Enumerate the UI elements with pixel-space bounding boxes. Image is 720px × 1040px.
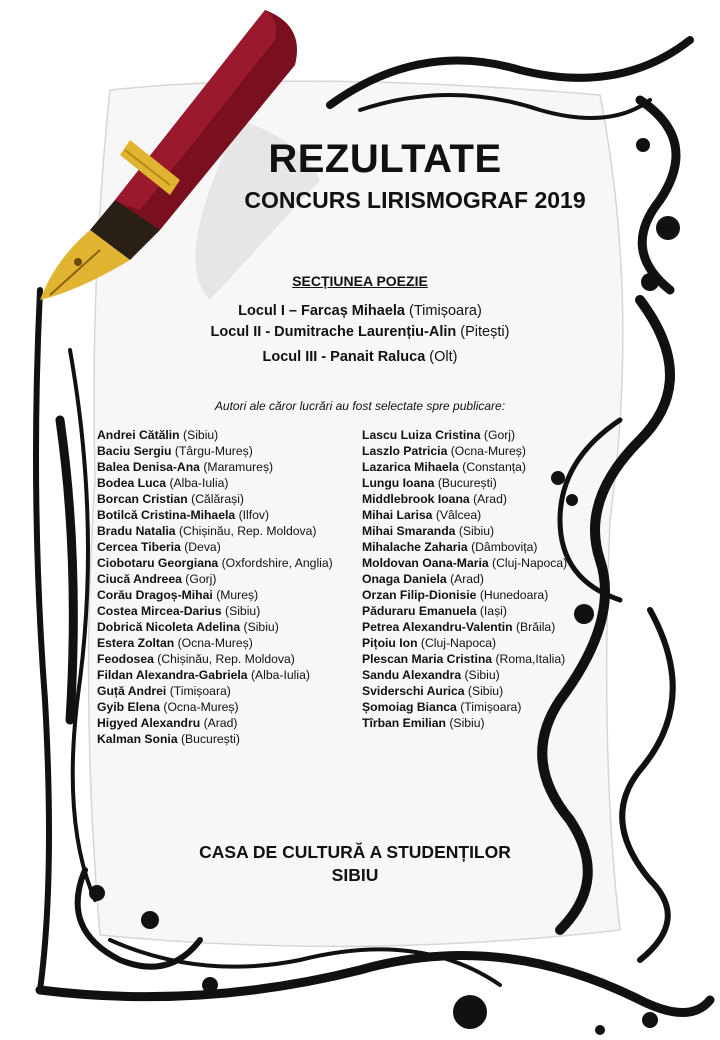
author-name: Bradu Natalia: [97, 524, 176, 538]
author-location: (Sibiu): [183, 428, 219, 442]
list-item: [362, 603, 602, 619]
author-name: Fildan Alexandra-Gabriela: [97, 668, 248, 682]
list-item: [97, 555, 367, 571]
winner-name: Locul III - Panait Raluca: [262, 349, 426, 365]
author-name: Onaga Daniela: [362, 572, 447, 586]
author-location: (Gorj): [185, 572, 217, 586]
list-item: [362, 667, 602, 683]
author-location: (Dâmbovița): [471, 540, 538, 554]
author-location: (Sibiu): [225, 604, 261, 618]
list-item: [362, 555, 602, 571]
author-location: (Gorj): [483, 428, 516, 442]
winner-first-place: [150, 303, 570, 319]
author-name: Plescan Maria Cristina: [362, 652, 493, 666]
list-item: [97, 651, 367, 667]
author-location: (Timișoara): [460, 700, 522, 714]
author-name: Bodea Luca: [97, 476, 167, 490]
author-name: Laszlo Patricia: [362, 444, 448, 458]
author-location: (Maramureș): [203, 460, 274, 474]
author-name: Orzan Filip-Dionisie: [362, 588, 477, 602]
author-location: (București): [437, 476, 497, 490]
selected-authors-left-column: [97, 427, 367, 747]
list-item: [97, 667, 367, 683]
selected-authors-right-column: [362, 427, 602, 731]
author-location: (Arad): [450, 572, 484, 586]
author-location: (Deva): [184, 540, 221, 554]
author-name: Corău Dragoș-Mihai: [97, 588, 213, 602]
list-item: [362, 539, 602, 555]
author-name: Andrei Cătălin: [97, 428, 180, 442]
winner-name: Locul I – Farcaș Mihaela: [238, 303, 405, 319]
list-item: [362, 427, 602, 443]
list-item: [97, 603, 367, 619]
list-item: [362, 619, 602, 635]
author-location: (Cluj-Napoca): [420, 636, 497, 650]
author-location: (București): [180, 732, 240, 746]
author-name: Baciu Sergiu: [97, 444, 172, 458]
author-location: (Sibiu): [467, 684, 504, 698]
author-name: Mihai Larisa: [362, 508, 433, 522]
author-name: Sandu Alexandra: [362, 668, 462, 682]
author-name: Mihai Smaranda: [362, 524, 456, 538]
list-item: [97, 683, 367, 699]
author-name: Ciucă Andreea: [97, 572, 182, 586]
author-location: (Timișoara): [169, 684, 231, 698]
author-name: Lungu Ioana: [362, 476, 435, 490]
author-location: (Călărași): [191, 492, 244, 506]
list-item: [362, 443, 602, 459]
list-item: [97, 699, 367, 715]
page-title: REZULTATE: [268, 137, 502, 181]
author-name: Borcan Cristian: [97, 492, 188, 506]
author-location: (Arad): [203, 716, 238, 730]
author-location: (Roma,Italia): [495, 652, 566, 666]
list-item: [97, 731, 367, 747]
author-name: Dobrică Nicoleta Adelina: [97, 620, 241, 634]
author-location: (Sibiu): [458, 524, 495, 538]
author-location: (Vâlcea): [435, 508, 482, 522]
author-name: Kalman Sonia: [97, 732, 178, 746]
winner-location: (Pitești): [460, 324, 510, 340]
author-name: Șomoiag Bianca: [362, 700, 457, 714]
winner-second-place: [150, 324, 570, 340]
author-location: (Ilfov): [238, 508, 270, 522]
author-name: Middlebrook Ioana: [362, 492, 470, 506]
section-title: SECȚIUNEA POEZIE: [292, 273, 428, 289]
list-item: [97, 539, 367, 555]
author-location: (Mureș): [216, 588, 259, 602]
author-name: Petrea Alexandru-Valentin: [362, 620, 513, 634]
list-item: [362, 635, 602, 651]
list-item: [97, 587, 367, 603]
organizer-footer: [120, 841, 590, 887]
contest-subtitle: CONCURS LIRISMOGRAF 2019: [244, 187, 586, 213]
author-location: (Arad): [473, 492, 507, 506]
list-item: [362, 491, 602, 507]
author-name: Cercea Tiberia: [97, 540, 181, 554]
list-item: [362, 651, 602, 667]
author-name: Lazarica Mihaela: [362, 460, 459, 474]
author-name: Guță Andrei: [97, 684, 167, 698]
author-name: Păduraru Emanuela: [362, 604, 477, 618]
author-name: Estera Zoltan: [97, 636, 175, 650]
list-item: [362, 523, 602, 539]
author-name: Ciobotaru Georgiana: [97, 556, 219, 570]
author-location: (Alba-Iulia): [169, 476, 229, 490]
author-name: Botilcă Cristina-Mihaela: [97, 508, 236, 522]
author-location: (Târgu-Mureș): [174, 444, 253, 458]
author-location: (Ocna-Mureș): [177, 636, 253, 650]
author-location: (Sibiu): [464, 668, 500, 682]
list-item: [362, 699, 602, 715]
list-item: [362, 587, 602, 603]
winner-location: (Olt): [429, 349, 458, 365]
author-location: (Iași): [479, 604, 507, 618]
list-item: [362, 715, 602, 731]
list-item: [362, 571, 602, 587]
author-location: (Ocna-Mureș): [450, 444, 526, 458]
author-name: Pițoiu Ion: [362, 636, 418, 650]
selected-authors-intro: Autori ale căror lucrări au fost selectate spre publicare:: [214, 399, 506, 413]
list-item: [97, 427, 367, 443]
list-item: [97, 635, 367, 651]
author-name: Mihalache Zaharia: [362, 540, 468, 554]
list-item: [97, 443, 367, 459]
list-item: [97, 459, 367, 475]
author-location: (Brăila): [515, 620, 556, 634]
list-item: [362, 459, 602, 475]
author-name: Lascu Luiza Cristina: [362, 428, 481, 442]
list-item: [97, 491, 367, 507]
author-name: Feodosea: [97, 652, 154, 666]
winner-location: (Timișoara): [409, 303, 482, 319]
author-location: (Chișinău, Rep. Moldova): [157, 652, 295, 666]
list-item: [97, 715, 367, 731]
list-item: [97, 571, 367, 587]
author-name: Higyed Alexandru: [97, 716, 201, 730]
author-name: Tîrban Emilian: [362, 716, 446, 730]
list-item: [362, 475, 602, 491]
author-name: Sviderschi Aurica: [362, 684, 465, 698]
author-location: (Constanța): [462, 460, 526, 474]
author-location: (Hunedoara): [479, 588, 549, 602]
author-name: Costea Mircea-Darius: [97, 604, 222, 618]
list-item: [97, 475, 367, 491]
author-location: (Chișinău, Rep. Moldova): [178, 524, 317, 538]
author-name: Balea Denisa-Ana: [97, 460, 200, 474]
winner-third-place: [150, 349, 570, 365]
list-item: [97, 619, 367, 635]
author-location: (Alba-Iulia): [250, 668, 310, 682]
list-item: [97, 523, 367, 539]
list-item: [362, 507, 602, 523]
author-location: (Oxfordshire, Anglia): [221, 556, 333, 570]
winner-name: Locul II - Dumitrache Laurențiu-Alin: [210, 324, 457, 340]
author-location: (Sibiu): [449, 716, 485, 730]
author-name: Moldovan Oana-Maria: [362, 556, 489, 570]
author-name: Gyib Elena: [97, 700, 160, 714]
list-item: [97, 507, 367, 523]
author-location: (Cluj-Napoca): [492, 556, 568, 570]
author-location: (Sibiu): [243, 620, 279, 634]
author-location: (Ocna-Mureș): [163, 700, 239, 714]
organizer-city: SIBIU: [331, 865, 379, 885]
list-item: [362, 683, 602, 699]
organizer-name: CASA DE CULTURĂ A STUDENȚILOR: [199, 842, 511, 862]
